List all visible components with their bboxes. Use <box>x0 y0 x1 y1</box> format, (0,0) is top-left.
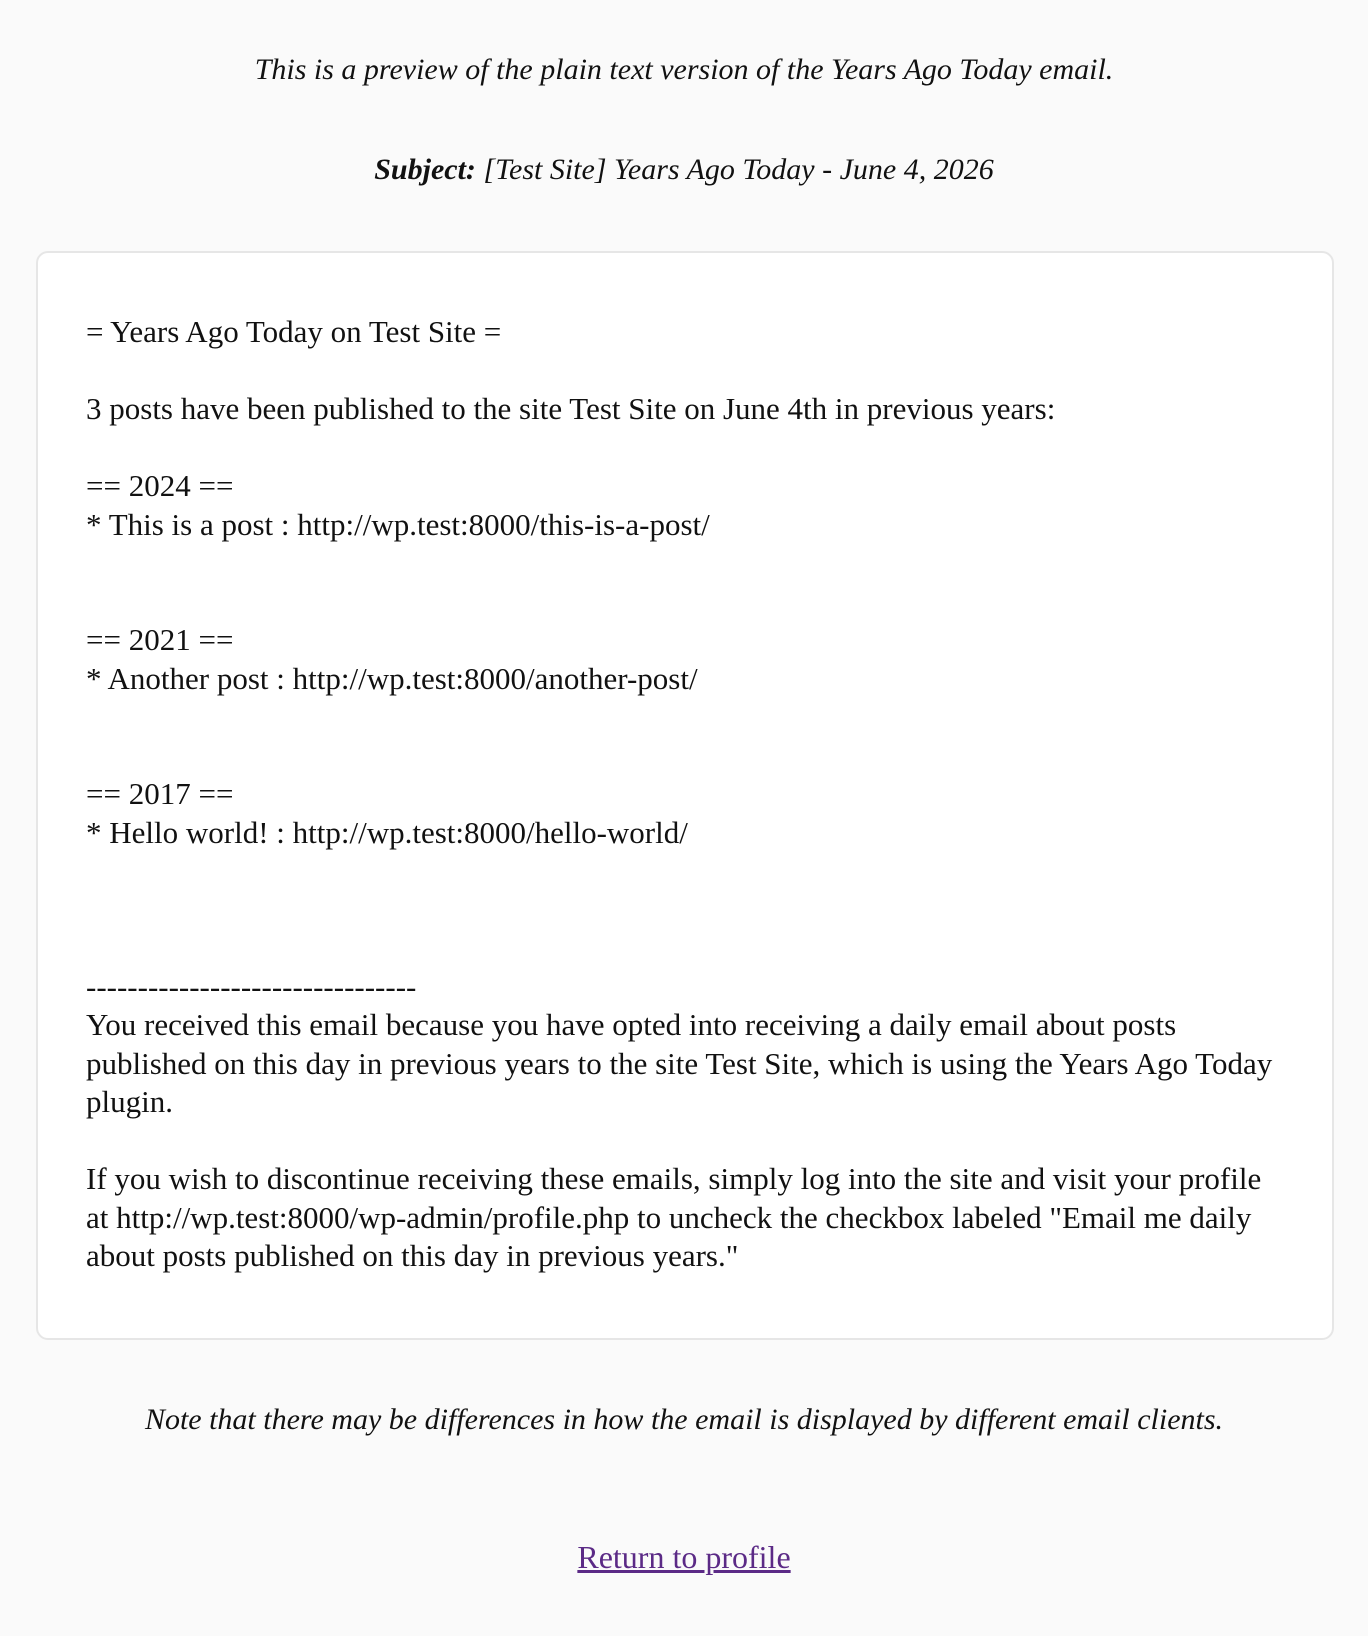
footer-unsubscribe-text: If you wish to discontinue receiving these emails, simply log into the site and visit your profile at http://wp.test:8000/wp-admin/profile.php to uncheck the checkbox labeled "Email me daily about posts published on this day in previous years." <box>86 1161 1269 1273</box>
post-line-2021: * Another post : http://wp.test:8000/another-post/ <box>86 660 698 696</box>
year-heading-2021: == 2021 == <box>86 622 234 657</box>
email-heading: = Years Ago Today on Test Site = <box>86 314 502 349</box>
email-plain-text-body <box>86 313 1286 1276</box>
return-to-profile-link[interactable]: Return to profile <box>577 1539 791 1575</box>
email-subject <box>0 150 1368 190</box>
post-line-2017: * Hello world! : http://wp.test:8000/hello-world/ <box>86 814 688 850</box>
email-client-note: Note that there may be differences in how the email is displayed by different email clients. <box>144 1403 1224 1436</box>
footer-divider: -------------------------------- <box>86 968 417 1004</box>
return-link-container <box>0 1536 1368 1578</box>
preview-intro-text: This is a preview of the plain text version of the Years Ago Today email. <box>254 53 1114 86</box>
subject-value: [Test Site] Years Ago Today - June 4, 2026 <box>475 153 994 186</box>
post-line-2024: * This is a post : http://wp.test:8000/this-is-a-post/ <box>86 506 710 542</box>
email-preview-card <box>36 251 1334 1340</box>
footer-reason-text: You received this email because you have opted into receiving a daily email about posts published on this day in previous years to the site Test Site, which is using the Years Ago Today plugin. <box>86 1007 1280 1119</box>
subject-label: Subject: <box>374 153 476 186</box>
email-summary: 3 posts have been published to the site Test Site on June 4th in previous years: <box>86 391 1056 426</box>
year-heading-2024: == 2024 == <box>86 468 234 503</box>
year-heading-2017: == 2017 == <box>86 776 234 811</box>
